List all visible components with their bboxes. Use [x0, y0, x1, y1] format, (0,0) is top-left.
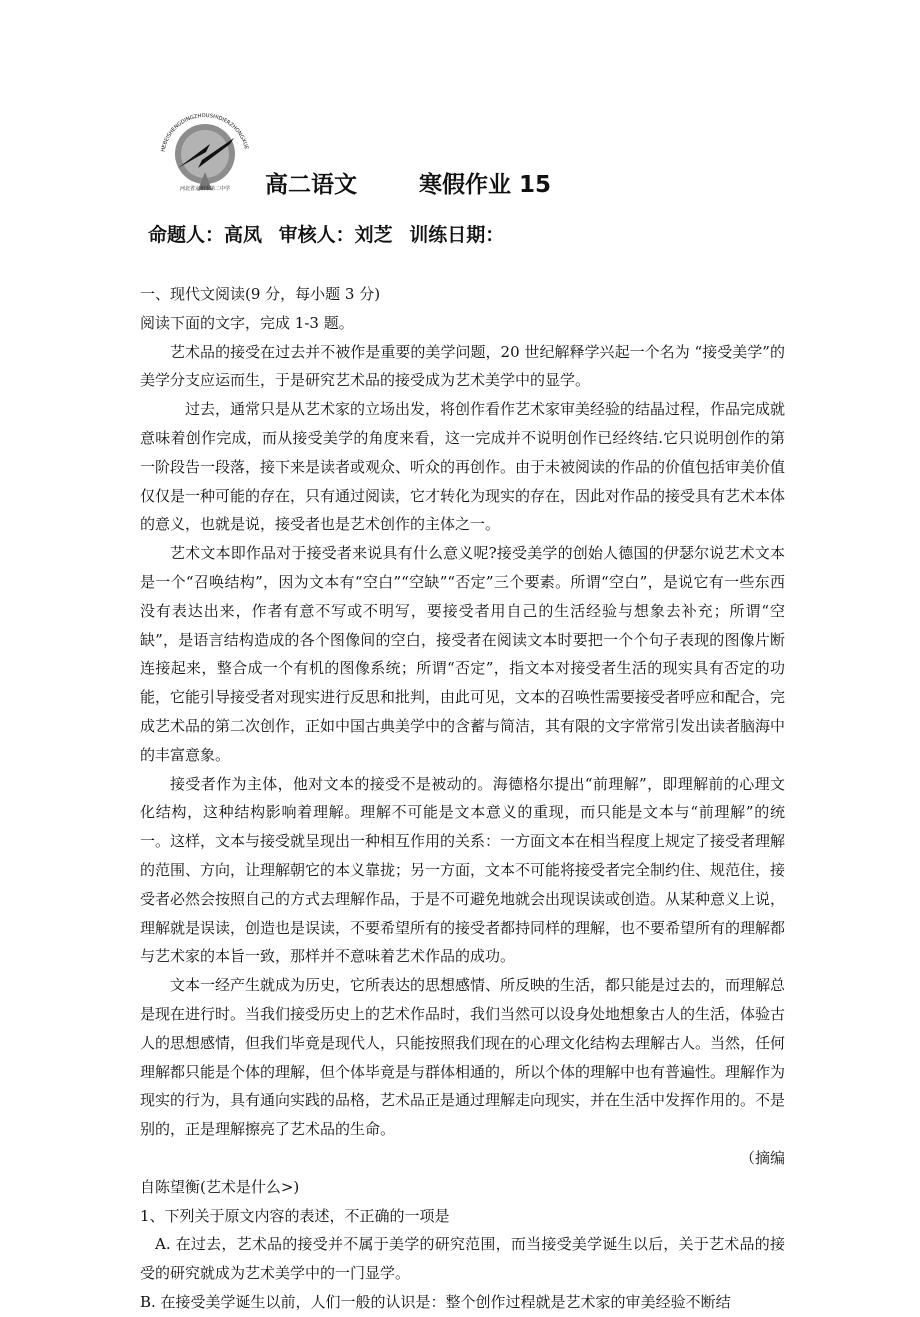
reviewer: 审核人：刘芝	[278, 224, 393, 246]
title-assignment: 寒假作业 15	[419, 172, 552, 198]
source-note-part2: 自陈望衡(艺术是什么>)	[140, 1177, 300, 1196]
paragraph-4: 接受者作为主体，他对文本的接受不是被动的。海德格尔提出“前理解”，即理解前的心理文化结构，这种结构影响着理解。理解不可能是文本意义的重现，而只能是文本与“前理解”的统一。这样，文本与接受就呈现出一种相互作用的关系：一方面文本在相当程度上规定了接受者理解的范围、方向，让理解朝它的本义靠拢；另一方面，文本不可能将接受者完全制约住、规范住，接受者必然会按照自己的方式去理解作品，于是不可避免地就会出现误读或创造。从某种意义上说，理解就是误读，创造也是误读，不要希望所有的接受者都持同样的理解，也不要希望所有的理解都与艺术家的本旨一致，那样并不意味着艺术作品的成功。	[140, 774, 786, 966]
author: 命题人：高凤	[148, 224, 263, 246]
question-1: 1、下列关于原文内容的表述，不正确的一项是	[140, 1206, 450, 1225]
logo-bottom-text: 河北省定州市第二中学	[179, 186, 231, 192]
section-heading: 一、现代文阅读(9 分，每小题 3 分)	[140, 285, 381, 303]
paragraph-1: 艺术品的接受在过去并不被作是重要的美学问题，20 世纪解释学兴起一个名为 “接受美学”的美学分支应运而生，于是研究艺术品的接受成为艺术美学中的显学。	[140, 342, 785, 390]
option-a: A. 在过去，艺术品的接受并不属于美学的研究范围，而当接受美学诞生以后，关于艺术品的接受的研究就成为艺术美学中的一门显学。	[140, 1235, 785, 1283]
meta-line	[148, 220, 514, 247]
training-date-label: 训练日期：	[409, 224, 505, 246]
source-note-part1: （摘编	[739, 1148, 785, 1167]
option-b: B. 在接受美学诞生以前，人们一般的认识是：整个创作过程就是艺术家的审美经验不断结	[140, 1292, 731, 1311]
paragraph-3: 艺术文本即作品对于接受者来说具有什么意义呢?接受美学的创始人德国的伊瑟尔说艺术文本是一个“召唤结构”，因为文本有“空白”“空缺”“否定”三个要素。所谓“空白”，是说它有一些东西没有表达出来，作者有意不写或不明写，要接受者用自己的生活经验与想象去补充；所谓“空缺”，是语言结构造成的各个图像间的空白，接受者在阅读文本时要把一个个句子表现的图像片断连接起来，整合成一个有机的图像系统；所谓“否定”，指文本对接受者生活的现实具有否定的功能，它能引导接受者对现实进行反思和批判，由此可见，文本的召唤性需要接受者呼应和配合，完成艺术品的第二次创作，正如中国古典美学中的含蓄与简洁，其有限的文字常常引发出读者脑海中的丰富意象。	[140, 544, 786, 764]
logo-ring-text: HEBEISHENGDINGZHOUSHIDIERZHONGXUE	[160, 112, 250, 153]
page-title	[265, 166, 551, 199]
reading-content	[140, 280, 785, 1317]
school-logo	[150, 110, 260, 192]
title-subject: 高二语文	[265, 172, 357, 198]
paragraph-2: 过去，通常只是从艺术家的立场出发，将创作看作艺术家审美经验的结晶过程，作品完成就意味着创作完成，而从接受美学的角度来看，这一完成并不说明创作已经终结.它只说明创作的第一阶段告一段落，接下来是读者或观众、听众的再创作。由于未被阅读的作品的价值包括审美价值仅仅是一种可能的存在，只有通过阅读，它才转化为现实的存在，因此对作品的接受具有艺术本体的意义，也就是说，接受者也是艺术创作的主体之一。	[140, 400, 786, 534]
instruction: 阅读下面的文字，完成 1-3 题。	[140, 313, 354, 332]
logo-emblem	[160, 113, 249, 192]
paragraph-5: 文本一经产生就成为历史，它所表达的思想感情、所反映的生活，都只能是过去的，而理解总是现在进行时。当我们接受历史上的艺术作品时，我们当然可以设身处地想象古人的生活，体验古人的思想感情，但我们毕竟是现代人，只能按照我们现在的心理文化结构去理解古人。当然，任何理解都只能是个体的理解，但个体毕竟是与群体相通的，所以个体的理解中也有普遍性。理解作为现实的行为，具有通向实践的品格，艺术品正是通过理解走向现实，并在生活中发挥作用的。不是别的，正是理解擦亮了艺术品的生命。	[140, 976, 786, 1139]
